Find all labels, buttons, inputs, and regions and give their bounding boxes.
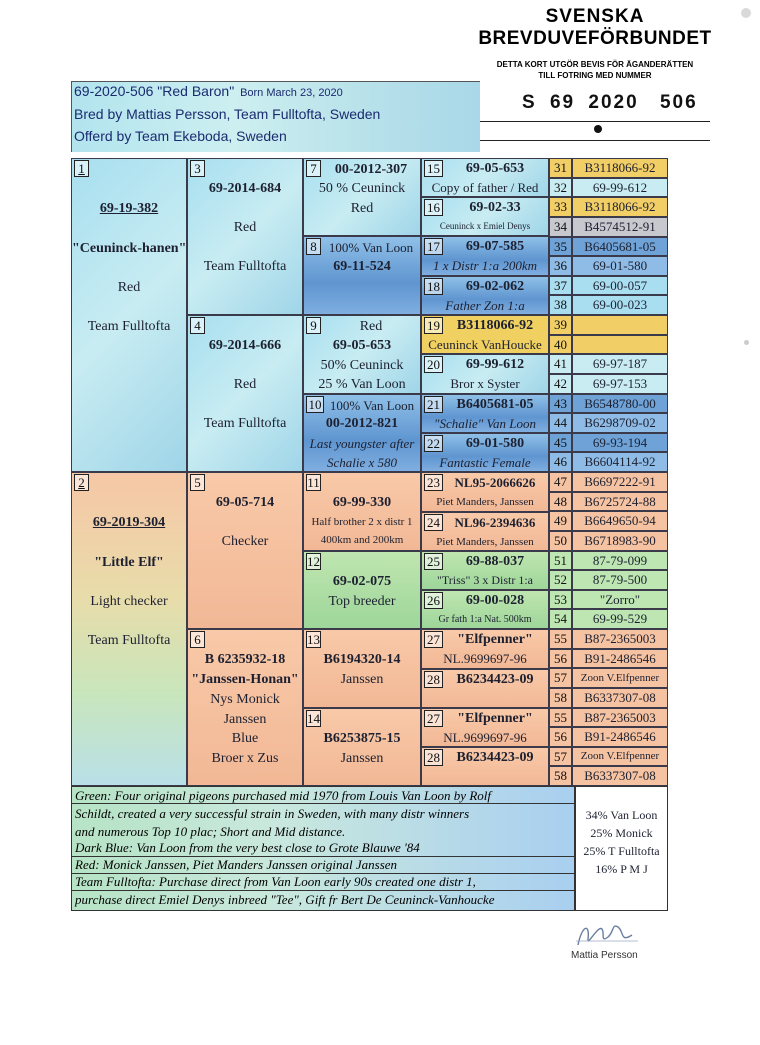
gen2-num: 6 [190, 631, 205, 648]
gen4-note: Fantastic Female [439, 455, 531, 470]
gen4-note: Ceuninck VanHoucke [428, 337, 542, 352]
gen5-ring: B87-2365003 [572, 708, 668, 727]
gen3-label: 100% Van Loon [329, 398, 415, 413]
sire-ring: 69-19-382 [99, 201, 159, 216]
gen2-cell-5 [187, 472, 303, 629]
gen3-ring: 00-2012-307 [334, 162, 408, 177]
gen4-num: 21 [424, 396, 443, 413]
gen3-num: 7 [306, 160, 321, 177]
gen3-num: 9 [306, 317, 321, 334]
gen5-num: 47 [549, 472, 572, 492]
gen4-ring: 69-02-33 [469, 200, 521, 215]
gen4-note: Piet Manders, Janssen [436, 536, 534, 548]
gen2-ring: B 6235932-18 [204, 652, 286, 667]
gen5-num: 56 [549, 727, 572, 747]
gen3-color: Red [359, 319, 383, 334]
gen4-ring: 69-07-585 [465, 239, 525, 254]
gen5-num: 43 [549, 394, 572, 413]
sire-num: 1 [74, 160, 89, 177]
gen3-num: 14 [307, 711, 320, 726]
gen4-cell [421, 433, 549, 472]
footer-line: Green: Four original pigeons purchased mid 1970 from Louis Van Loon by Rolf [75, 788, 491, 803]
gen5-ring: B87-2365003 [572, 629, 668, 649]
gen5-ring: 69-00-023 [572, 295, 668, 315]
gen5-ring: B6548780-00 [572, 394, 668, 413]
gen5-num: 55 [549, 629, 572, 649]
gen4-num: 23 [424, 474, 443, 491]
gen3-ring: 69-11-524 [333, 259, 391, 274]
gen3-cell-8 [303, 236, 421, 315]
corner-dot-icon [741, 8, 751, 18]
gen5-ring: 69-97-187 [572, 354, 668, 374]
gen5-ring [572, 315, 668, 335]
gen3-ring: B6253875-15 [323, 731, 401, 746]
gen5-num: 34 [549, 217, 572, 237]
gen4-ring: B6405681-05 [456, 397, 534, 412]
gen5-ring: 69-01-580 [572, 256, 668, 276]
gen3-num: 8 [306, 238, 321, 255]
gen4-ring: "Elfpenner" [457, 632, 533, 647]
gen4-num: 15 [424, 160, 443, 177]
gen5-num: 41 [549, 354, 572, 374]
gen2-color: Red [233, 220, 257, 235]
gen4-ring: 69-01-580 [465, 436, 525, 451]
gen5-ring: 87-79-099 [572, 551, 668, 570]
gen4-note: Copy of father / Red [431, 180, 539, 195]
footer-divider [71, 890, 575, 891]
gen4-note: Gr fath 1:a Nat. 500km [438, 614, 532, 625]
gen5-ring: B3118066-92 [572, 158, 668, 178]
footer-divider [71, 873, 575, 874]
footer-line: Red: Monick Janssen, Piet Manders Janssen original Janssen [75, 857, 398, 872]
gen5-ring: 69-00-057 [572, 276, 668, 295]
gen4-cell [421, 354, 549, 394]
gen2-color: Blue [231, 731, 259, 746]
gen3-label: 100% Van Loon [328, 240, 414, 255]
gen5-ring: B6604114-92 [572, 452, 668, 472]
gen5-num: 42 [549, 374, 572, 394]
gen2-line2: Janssen [223, 712, 267, 727]
gen3-line1: Janssen [340, 672, 384, 687]
gen3-line2: 25 % Van Loon [318, 377, 406, 392]
gen3-line1: Janssen [340, 751, 384, 766]
gen5-num: 31 [549, 158, 572, 178]
gen3-ring: B6194320-14 [323, 652, 401, 667]
gen2-line1: Nys Monick [210, 692, 280, 707]
gen3-num: 12 [307, 554, 320, 569]
gen3-line2: Schalie x 580 [326, 455, 398, 470]
gen4-ring: B3118066-92 [456, 318, 534, 333]
gen5-num: 46 [549, 452, 572, 472]
gen5-ring: B6337307-08 [572, 688, 668, 708]
gen3-cell-12 [303, 551, 421, 629]
gen5-ring: "Zorro" [572, 590, 668, 609]
dam-cell [71, 472, 187, 786]
gen4-ring: NL96-2394636 [454, 515, 536, 530]
gen3-cell-9 [303, 315, 421, 394]
gen2-num: 3 [190, 160, 205, 177]
footer-line: Schildt, created a very successful strain in Sweden, with many distr winners [75, 806, 470, 821]
gen3-num: 11 [307, 475, 320, 490]
gen5-num: 50 [549, 531, 572, 551]
footer-line: and numerous Top 10 plac; Short and Mid distance. [75, 824, 346, 839]
gen4-num: 27 [424, 710, 443, 727]
gen5-ring: B3118066-92 [572, 197, 668, 217]
gen4-ring: "Elfpenner" [457, 711, 533, 726]
gen4-cell [421, 315, 549, 354]
stamp-ring-number [522, 92, 698, 114]
gen4-cell [421, 197, 549, 236]
gen4-ring: 69-05-653 [465, 161, 525, 176]
footer-line: Dark Blue: Van Loon from the very best close to Grote Blauwe '84 [75, 840, 420, 855]
gen2-num: 5 [190, 474, 205, 491]
gen5-num: 39 [549, 315, 572, 335]
gen4-num: 17 [424, 238, 443, 255]
percent-fulltofta: 25% T Fulltofta [583, 844, 660, 858]
gen3-line1: Half brother 2 x distr 1 [311, 516, 413, 528]
gen5-num: 53 [549, 590, 572, 609]
gen4-note: Piet Manders, Janssen [436, 496, 534, 508]
stamp-line-lower [480, 140, 710, 141]
gen4-note: "Triss" 3 x Distr 1:a [436, 573, 534, 587]
sire-cell [71, 158, 187, 472]
gen5-num: 48 [549, 492, 572, 511]
gen5-ring: Zoon V.Elfpenner [572, 747, 668, 766]
gen5-ring: 69-99-612 [572, 178, 668, 197]
gen5-ring: B6405681-05 [572, 237, 668, 256]
gen5-num: 37 [549, 276, 572, 295]
gen3-line1: 50% Ceuninck [320, 358, 404, 373]
gen5-num: 44 [549, 413, 572, 433]
gen4-num: 19 [424, 317, 443, 334]
gen3-num: 13 [307, 632, 320, 647]
gen5-ring: 69-99-529 [572, 609, 668, 629]
gen3-cell-10 [303, 394, 421, 472]
header-ring [74, 83, 343, 99]
footer-divider [71, 803, 575, 804]
gen5-num: 56 [549, 649, 572, 668]
gen5-ring [572, 335, 668, 354]
gen3-ring: 69-02-075 [332, 574, 392, 589]
gen5-num: 32 [549, 178, 572, 197]
gen4-note: NL.9699697-96 [443, 730, 527, 745]
stamp-ring-prefix: S [522, 92, 537, 113]
gen5-num: 35 [549, 237, 572, 256]
gen3-line1: Top breeder [328, 594, 396, 609]
sire-color: Red [117, 280, 141, 295]
gen5-num: 58 [549, 688, 572, 708]
gen5-ring: 87-79-500 [572, 570, 668, 590]
gen3-cell-13 [303, 629, 421, 708]
gen5-num: 57 [549, 668, 572, 688]
gen4-num: 28 [424, 671, 443, 688]
percent-van-loon: 34% Van Loon [585, 808, 658, 822]
gen5-num: 58 [549, 766, 572, 786]
gen4-ring: B6234423-09 [456, 750, 534, 765]
gen5-ring: B6649650-94 [572, 511, 668, 531]
gen5-ring: B6337307-08 [572, 766, 668, 786]
gen5-ring: 69-97-153 [572, 374, 668, 394]
gen5-num: 49 [549, 511, 572, 531]
gen2-cell-4 [187, 315, 303, 472]
header-bred-by: Bred by Mattias Persson, Team Fulltofta, Sweden [74, 106, 381, 122]
gen2-cell-3 [187, 158, 303, 315]
gen4-cell [421, 512, 549, 551]
gen3-line1: 50 % Ceuninck [318, 181, 406, 196]
gen5-ring: B91-2486546 [572, 727, 668, 747]
dam-owner: Team Fulltofta [87, 633, 171, 648]
stamp-line-upper [480, 121, 710, 122]
gen3-line2: Red [350, 201, 374, 216]
gen4-num: 20 [424, 356, 443, 373]
gen4-num: 24 [424, 514, 443, 531]
gen4-cell [421, 747, 549, 786]
gen3-cell-14 [303, 708, 421, 786]
gen5-num: 57 [549, 747, 572, 766]
gen5-ring: B4574512-91 [572, 217, 668, 237]
gen4-num: 16 [424, 199, 443, 216]
gen3-line1: Last youngster after [309, 436, 415, 451]
gen5-num: 40 [549, 335, 572, 354]
gen4-cell [421, 708, 549, 747]
gen5-num: 36 [549, 256, 572, 276]
gen5-num: 54 [549, 609, 572, 629]
gen4-ring: NL95-2066626 [454, 475, 536, 490]
gen4-num: 25 [424, 553, 443, 570]
gen2-cell-6 [187, 629, 303, 786]
gen4-cell [421, 629, 549, 669]
gen4-cell [421, 551, 549, 590]
footer-line: Team Fulltofta: Purchase direct from Van Loon early 90s created one distr 1, [75, 874, 476, 889]
gen5-ring: B6725724-88 [572, 492, 668, 511]
gen2-color: Checker [221, 534, 269, 549]
gen4-note: Bror x Syster [450, 376, 520, 391]
percentage-box [575, 786, 668, 911]
gen4-num: 18 [424, 278, 443, 295]
gen3-cell-11 [303, 472, 421, 551]
gen5-num: 33 [549, 197, 572, 217]
gen4-cell [421, 158, 549, 197]
stamp-ring-num: 506 [659, 92, 698, 113]
gen4-num: 22 [424, 435, 443, 452]
gen4-note: Father Zon 1:a [445, 298, 525, 313]
gen4-ring: 69-99-612 [465, 357, 525, 372]
gen2-owner: Team Fulltofta [203, 416, 287, 431]
dam-color: Light checker [90, 594, 168, 609]
header-ring-text: 69-2020-506 "Red Baron" [74, 83, 235, 99]
gen2-name: "Janssen-Honan" [191, 672, 299, 687]
gen5-ring: B6718983-90 [572, 531, 668, 551]
gen2-ring: 69-2014-684 [208, 181, 282, 196]
gen4-note: Ceuninck x Emiel Denys [439, 221, 531, 231]
signature-scribble-icon [572, 915, 642, 951]
gen4-num: 27 [424, 631, 443, 648]
gen4-cell [421, 276, 549, 315]
gen4-note: NL.9699697-96 [443, 651, 527, 666]
percent-pmj: 16% P M J [595, 862, 648, 876]
gen2-line3: Broer x Zus [211, 751, 279, 766]
gen4-cell [421, 669, 549, 708]
gen5-ring: B6697222-91 [572, 472, 668, 492]
gen3-num: 10 [306, 396, 324, 413]
percent-monick: 25% Monick [590, 826, 653, 840]
stamp-note-line2: TILL FOTRING MED NUMMER [538, 71, 652, 80]
gen3-line2: 400km and 200km [320, 534, 404, 546]
gen2-color: Red [233, 377, 257, 392]
footer-line: purchase direct Emiel Denys inbreed "Tee", Gift fr Bert De Ceuninck-Vanhoucke [75, 892, 495, 907]
stamp-dot [594, 125, 602, 133]
gen2-num: 4 [190, 317, 205, 334]
gen4-cell [421, 394, 549, 433]
gen3-ring: 00-2012-821 [325, 416, 399, 431]
gen5-ring: Zoon V.Elfpenner [572, 668, 668, 688]
gen4-note: "Schalie" Van Loon [434, 416, 536, 431]
gen2-ring: 69-05-714 [215, 495, 275, 510]
stamp-note-line1: DETTA KORT UTGÖR BEVIS FÖR ÄGANDERÄTTEN [496, 60, 694, 69]
gen4-ring: 69-02-062 [465, 279, 525, 294]
footer-divider [71, 856, 575, 857]
gen3-ring: 69-99-330 [332, 495, 392, 510]
sire-name: "Ceuninck-hanen" [72, 241, 187, 256]
gen5-num: 55 [549, 708, 572, 727]
gen4-num: 26 [424, 592, 443, 609]
gen5-ring: B91-2486546 [572, 649, 668, 668]
sire-owner: Team Fulltofta [87, 319, 171, 334]
ownership-stamp [470, 0, 720, 150]
gen2-owner: Team Fulltofta [203, 259, 287, 274]
stamp-org-line1: SVENSKA [545, 6, 645, 27]
gen4-cell [421, 236, 549, 276]
gen5-num: 45 [549, 433, 572, 452]
gen4-note: 1 x Distr 1:a 200km [433, 258, 537, 273]
gen4-cell [421, 472, 549, 512]
signature-name: Mattia Persson [571, 950, 638, 961]
gen4-num: 28 [424, 749, 443, 766]
gen3-cell-7 [303, 158, 421, 236]
stamp-ring-year: 2020 [588, 92, 639, 113]
dam-name: "Little Elf" [94, 555, 164, 570]
dam-num: 2 [74, 474, 89, 491]
gen4-ring: 69-88-037 [465, 554, 525, 569]
gen4-ring: 69-00-028 [465, 593, 525, 608]
stamp-org-line2: BREVDUVEFÖRBUNDET [478, 28, 712, 49]
gen4-ring: B6234423-09 [456, 672, 534, 687]
gen3-ring: 69-05-653 [332, 338, 392, 353]
header-born: Born March 23, 2020 [240, 87, 343, 99]
gen2-ring: 69-2014-666 [208, 338, 282, 353]
gen4-cell [421, 590, 549, 629]
footer-notes [71, 786, 575, 911]
corner-dot-icon-2 [744, 340, 749, 345]
gen5-ring: B6298709-02 [572, 413, 668, 433]
gen5-ring: 69-93-194 [572, 433, 668, 452]
dam-ring: 69-2019-304 [92, 515, 166, 530]
header-offered-by: Offerd by Team Ekeboda, Sweden [74, 128, 287, 144]
gen5-num: 52 [549, 570, 572, 590]
gen5-num: 38 [549, 295, 572, 315]
gen5-num: 51 [549, 551, 572, 570]
stamp-ring-year-code: 69 [549, 92, 576, 113]
